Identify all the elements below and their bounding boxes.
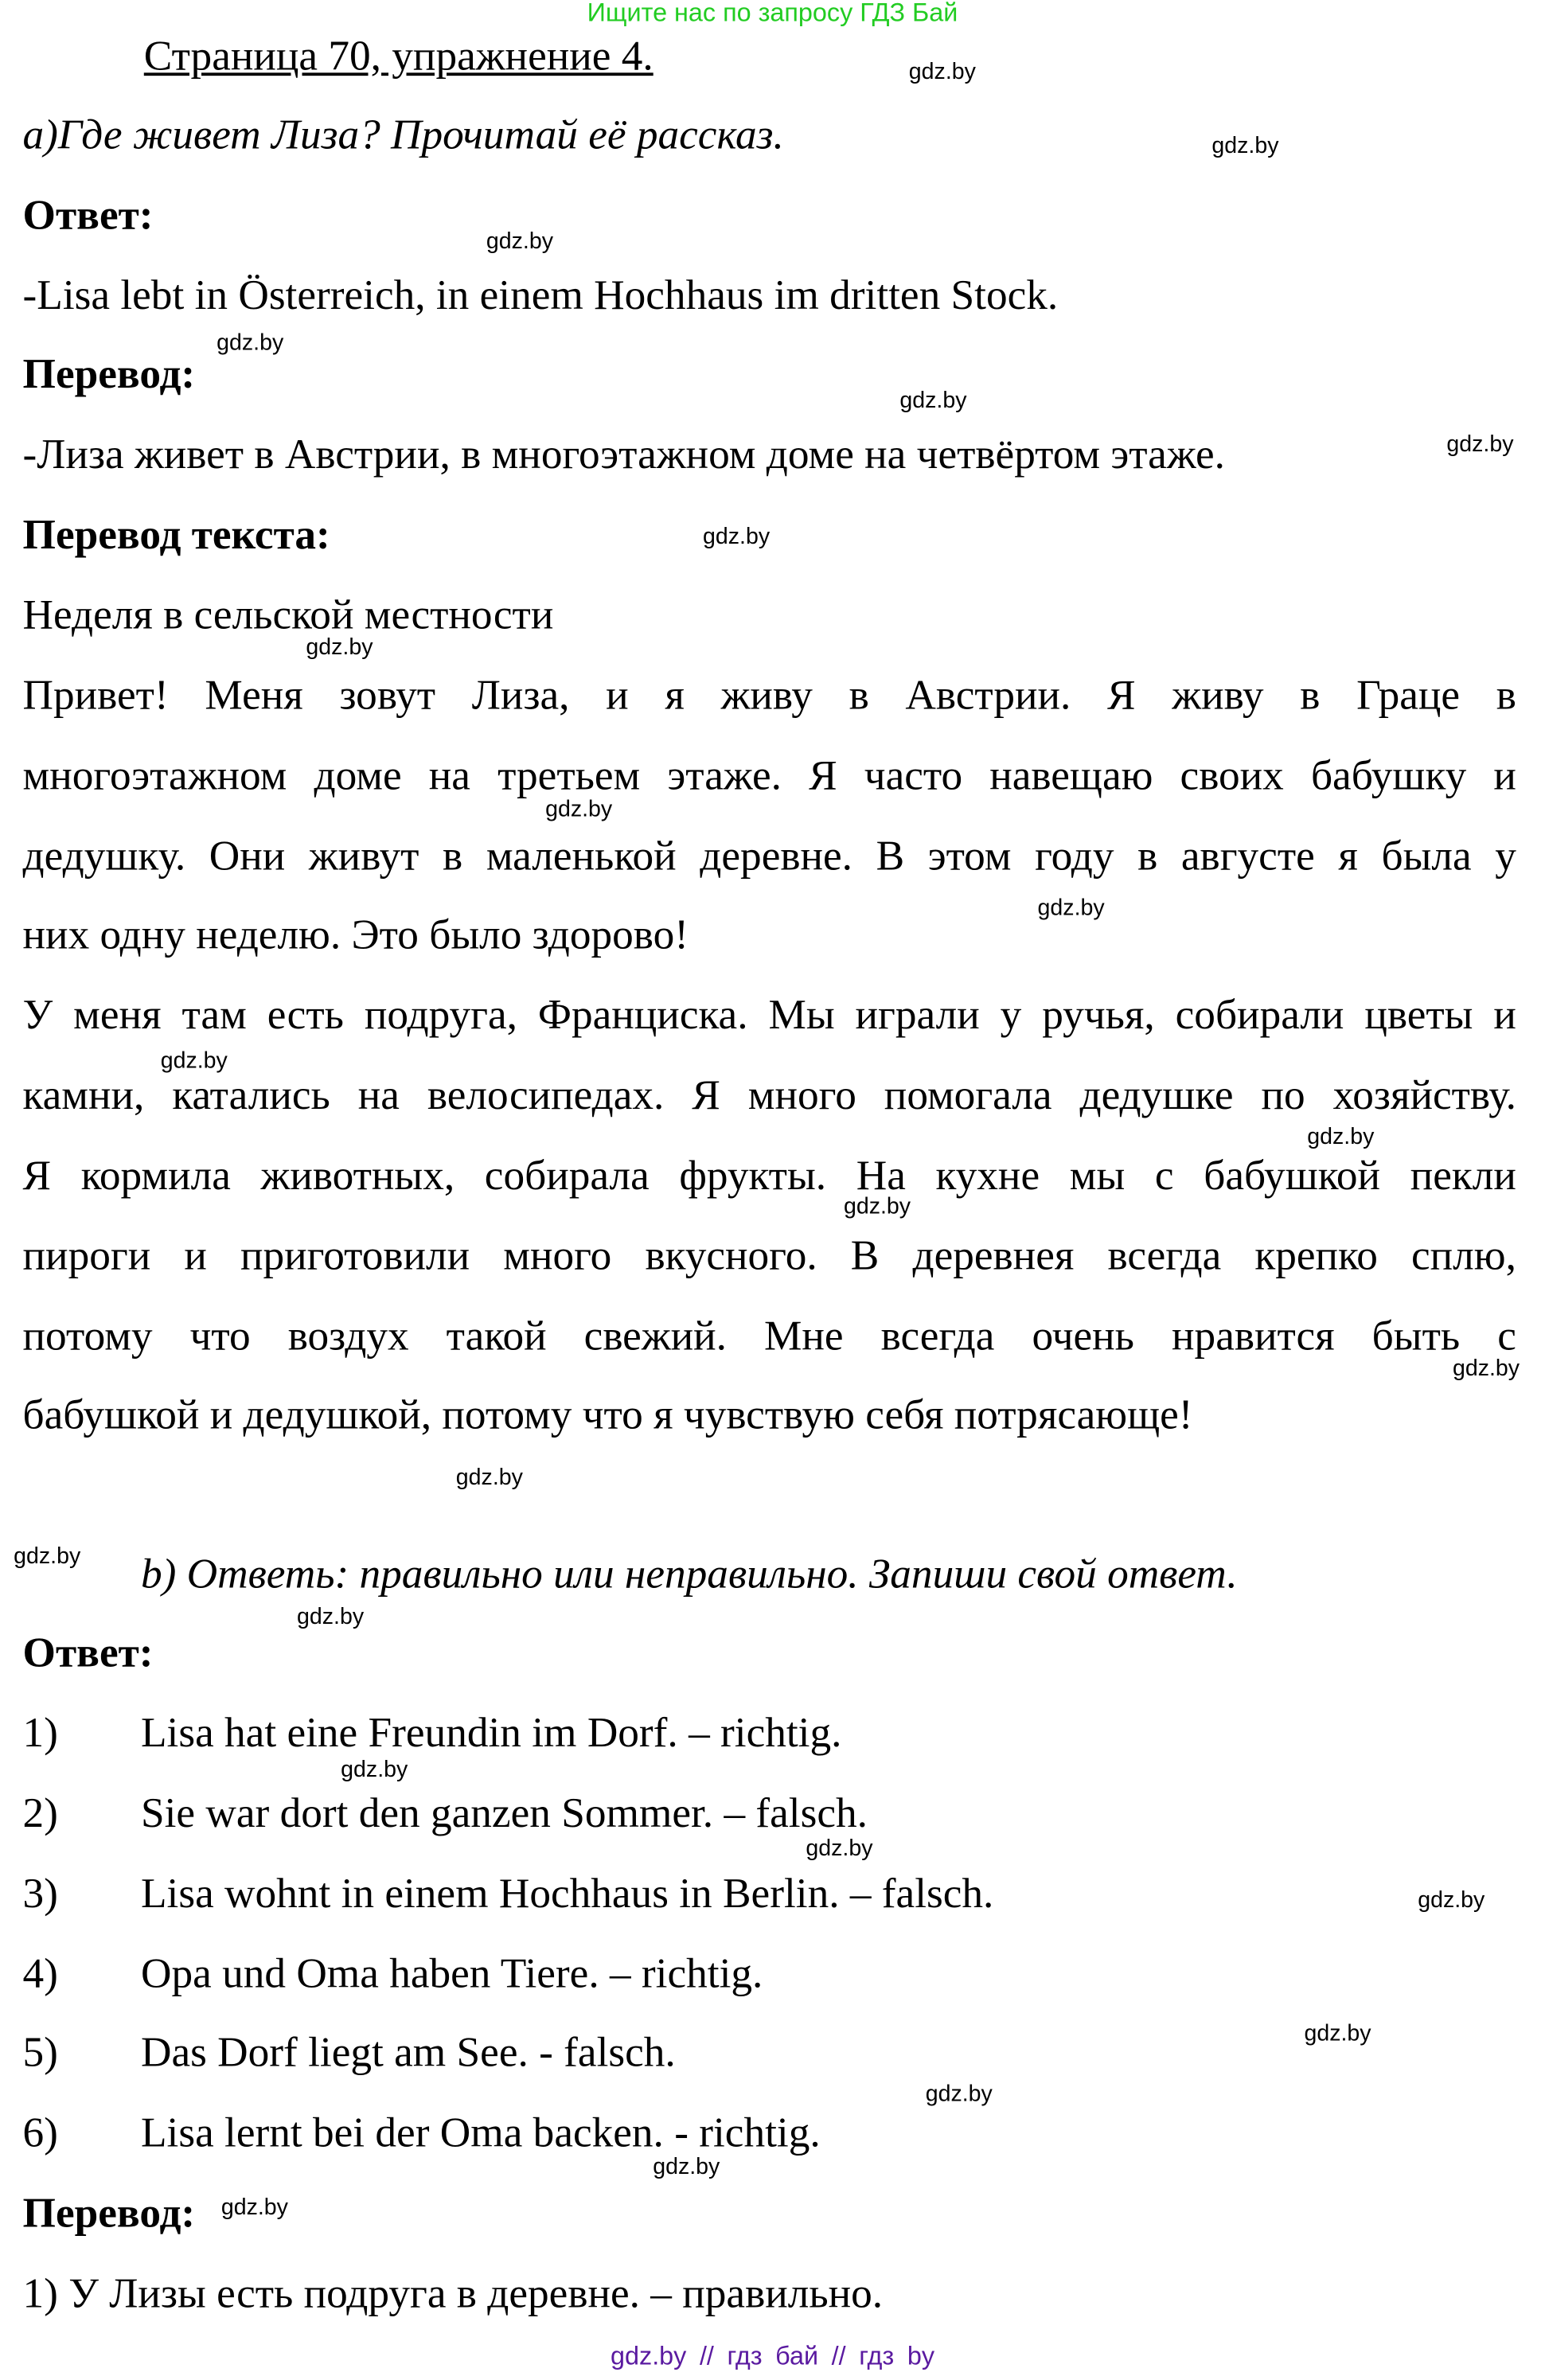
text-translation-label: Перевод текста:	[22, 512, 330, 560]
translation-label: Перевод:	[22, 351, 196, 399]
answer-number: 4)	[22, 1951, 58, 1999]
answer-number: 3)	[22, 1871, 58, 1918]
story-line: них одну неделю. Это было здорово!	[22, 911, 689, 959]
answer-label: Ответ:	[22, 192, 154, 240]
answer-item: Sie war dort den ganzen Sommer. – falsch.	[140, 1790, 868, 1838]
watermark: gdz.by	[908, 59, 976, 85]
watermark: gdz.by	[455, 1465, 523, 1491]
watermark: gdz.by	[1211, 133, 1279, 159]
watermark: gdz.by	[1446, 431, 1514, 458]
watermark: gdz.by	[296, 1604, 365, 1630]
story-line: многоэтажном доме на третьем этаже. Я часто навещаю своих бабушку и	[22, 752, 1516, 800]
watermark: gdz.by	[14, 1543, 81, 1570]
answer-number: 2)	[22, 1790, 58, 1838]
answer-number: 6)	[22, 2109, 58, 2157]
watermark: gdz.by	[545, 796, 613, 823]
watermark: gdz.by	[1307, 1124, 1375, 1150]
watermark: gdz.by	[217, 330, 284, 357]
watermark: gdz.by	[306, 634, 373, 661]
watermark: gdz.by	[1304, 2020, 1371, 2046]
story-line: дедушку. Они живут в маленькой деревне. В этом году в августе я была у	[22, 833, 1516, 880]
story-line: Привет! Меня зовут Лиза, и я живу в Австрии. Я живу в Граце в	[22, 672, 1516, 720]
watermark: gdz.by	[806, 1836, 873, 1862]
story-title: Неделя в сельской местности	[22, 592, 554, 640]
task-b-heading: b) Ответь: правильно или неправильно. Запиши свой ответ.	[140, 1551, 1238, 1598]
story-line: Я кормила животных, собирала фрукты. На кухне мы с бабушкой пекли	[22, 1153, 1516, 1200]
watermark: gdz.by	[1037, 895, 1105, 922]
translation-a: -Лиза живет в Австрии, в многоэтажном доме на четвёртом этаже.	[22, 431, 1225, 479]
watermark: gdz.by	[702, 524, 771, 550]
answer-item: Opa und Oma haben Tiere. – richtig.	[140, 1951, 763, 1999]
answer-item: Lisa hat eine Freundin im Dorf. – richtig.	[140, 1710, 842, 1758]
answer-item: Lisa lernt bei der Oma backen. - richtig.	[140, 2109, 821, 2157]
story-line: камни, катались на велосипедах. Я много помогала дедушке по хозяйству.	[22, 1072, 1516, 1120]
story-line: пироги и приготовили много вкусного. В деревнея всегда крепко сплю,	[22, 1233, 1516, 1281]
answer-number: 5)	[22, 2030, 58, 2078]
story-line: потому что воздух такой свежий. Мне всегда очень нравится быть с	[22, 1313, 1516, 1360]
watermark: gdz.by	[899, 388, 967, 414]
watermark: gdz.by	[1452, 1356, 1520, 1382]
watermark: gdz.by	[160, 1048, 228, 1075]
page-title: Страница 70, упражнение 4.	[143, 33, 654, 80]
watermark: gdz.by	[1418, 1887, 1485, 1914]
answer-item: Lisa wohnt in einem Hochhaus in Berlin. – falsch.	[140, 1871, 994, 1918]
watermark: gdz.by	[843, 1193, 911, 1219]
watermark: gdz.by	[341, 1757, 408, 1783]
answer-label-b: Ответ:	[22, 1629, 154, 1677]
story-line: У меня там есть подруга, Франциска. Мы играли у ручья, собирали цветы и	[22, 992, 1516, 1040]
watermark: gdz.by	[486, 228, 553, 255]
answer-item: Das Dorf liegt am See. - falsch.	[140, 2030, 676, 2078]
footer-links[interactable]: gdz.by // гдз бай // гдз by	[611, 2342, 935, 2371]
translation-b1: 1) У Лизы есть подруга в деревне. – правильно.	[22, 2270, 884, 2318]
search-banner[interactable]: Ищите нас по запросу ГДЗ Бай	[587, 0, 958, 28]
answer-a: -Lisa lebt in Österreich, in einem Hochhaus im dritten Stock.	[22, 272, 1059, 320]
answer-number: 1)	[22, 1710, 58, 1758]
watermark: gdz.by	[925, 2081, 993, 2108]
story-line: бабушкой и дедушкой, потому что я чувствую себя потрясающе!	[22, 1391, 1193, 1439]
watermark: gdz.by	[653, 2154, 720, 2180]
watermark: gdz.by	[220, 2195, 288, 2221]
task-a-heading: а)Где живет Лиза? Прочитай её рассказ.	[22, 111, 784, 159]
translation-label-b: Перевод:	[22, 2190, 196, 2238]
